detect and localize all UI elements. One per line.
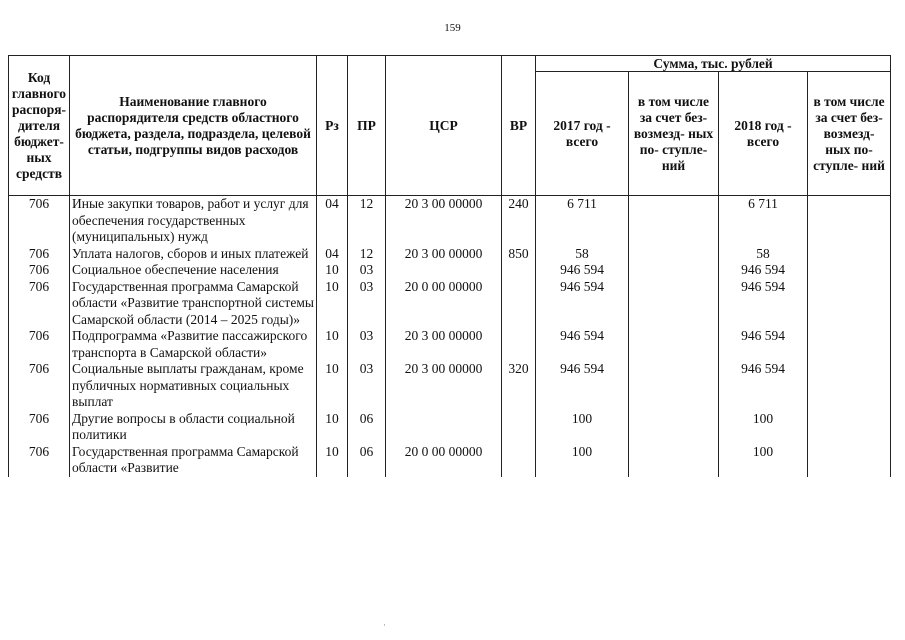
table-body bbox=[9, 196, 891, 477]
cell-rz: 04 bbox=[317, 246, 348, 263]
cell-2018-grants bbox=[808, 444, 891, 477]
cell-code: 706 bbox=[9, 444, 70, 477]
table-row bbox=[9, 411, 891, 444]
cell-vr bbox=[502, 279, 536, 329]
cell-pr: 03 bbox=[348, 328, 386, 361]
cell-csr: 20 3 00 00000 bbox=[386, 246, 502, 263]
cell-pr: 12 bbox=[348, 246, 386, 263]
cell-2017-grants bbox=[629, 328, 719, 361]
header-rz: Рз bbox=[317, 56, 348, 196]
table-header bbox=[9, 56, 891, 196]
table-row bbox=[9, 262, 891, 279]
table-row bbox=[9, 328, 891, 361]
cell-2018-grants bbox=[808, 361, 891, 411]
cell-pr: 06 bbox=[348, 411, 386, 444]
cell-name: Социальное обеспечение населения bbox=[70, 262, 317, 279]
cell-code: 706 bbox=[9, 328, 70, 361]
header-2017-grants: в том числе за счет без- возмезд- ных по- ступле- ний bbox=[629, 72, 719, 196]
cell-2018-total: 946 594 bbox=[719, 279, 808, 329]
cell-csr: 20 3 00 00000 bbox=[386, 328, 502, 361]
cell-pr: 03 bbox=[348, 279, 386, 329]
cell-name: Другие вопросы в области социальной политики bbox=[70, 411, 317, 444]
header-code: Код главного распоря- дителя бюджет- ных средств bbox=[9, 56, 70, 196]
cell-vr bbox=[502, 262, 536, 279]
cell-2018-grants bbox=[808, 262, 891, 279]
cell-vr bbox=[502, 411, 536, 444]
cell-2018-total: 946 594 bbox=[719, 361, 808, 411]
cell-2017-total: 946 594 bbox=[536, 279, 629, 329]
cell-2018-grants bbox=[808, 411, 891, 444]
header-2017-total: 2017 год - всего bbox=[536, 72, 629, 196]
header-2018-grants: в том числе за счет без- возмезд- ных по- ступле- ний bbox=[808, 72, 891, 196]
cell-2017-grants bbox=[629, 246, 719, 263]
header-2018-total: 2018 год - всего bbox=[719, 72, 808, 196]
cell-csr: 20 0 00 00000 bbox=[386, 444, 502, 477]
table-row bbox=[9, 361, 891, 411]
cell-code: 706 bbox=[9, 196, 70, 246]
header-name: Наименование главного распорядителя средств областного бюджета, раздела, подраздела, целевой статьи, подгруппы видов расходов bbox=[70, 56, 317, 196]
cell-rz: 04 bbox=[317, 196, 348, 246]
cell-2018-total: 100 bbox=[719, 411, 808, 444]
cell-2017-grants bbox=[629, 444, 719, 477]
table-row bbox=[9, 279, 891, 329]
cell-code: 706 bbox=[9, 411, 70, 444]
cell-2017-total: 100 bbox=[536, 444, 629, 477]
cell-2017-grants bbox=[629, 196, 719, 246]
cell-csr: 20 3 00 00000 bbox=[386, 196, 502, 246]
budget-table bbox=[8, 55, 891, 477]
header-pr: ПР bbox=[348, 56, 386, 196]
cell-name: Государственная программа Самарской области «Развитие bbox=[70, 444, 317, 477]
scan-mark: · bbox=[383, 620, 386, 630]
header-csr: ЦСР bbox=[386, 56, 502, 196]
cell-2017-grants bbox=[629, 279, 719, 329]
cell-pr: 03 bbox=[348, 262, 386, 279]
cell-csr bbox=[386, 262, 502, 279]
cell-code: 706 bbox=[9, 246, 70, 263]
table-row bbox=[9, 444, 891, 477]
cell-2017-grants bbox=[629, 262, 719, 279]
cell-2018-grants bbox=[808, 246, 891, 263]
cell-2017-total: 946 594 bbox=[536, 262, 629, 279]
cell-2017-total: 58 bbox=[536, 246, 629, 263]
cell-vr: 850 bbox=[502, 246, 536, 263]
cell-2018-total: 946 594 bbox=[719, 262, 808, 279]
table-row bbox=[9, 246, 891, 263]
cell-code: 706 bbox=[9, 361, 70, 411]
cell-pr: 03 bbox=[348, 361, 386, 411]
cell-2017-total: 100 bbox=[536, 411, 629, 444]
header-sum: Сумма, тыс. рублей bbox=[536, 56, 891, 72]
cell-2017-grants bbox=[629, 361, 719, 411]
cell-2018-total: 6 711 bbox=[719, 196, 808, 246]
cell-2017-total: 6 711 bbox=[536, 196, 629, 246]
cell-vr bbox=[502, 328, 536, 361]
cell-2018-total: 100 bbox=[719, 444, 808, 477]
cell-rz: 10 bbox=[317, 279, 348, 329]
cell-rz: 10 bbox=[317, 361, 348, 411]
cell-code: 706 bbox=[9, 279, 70, 329]
cell-name: Подпрограмма «Развитие пассажирского транспорта в Самарской области» bbox=[70, 328, 317, 361]
cell-name: Иные закупки товаров, работ и услуг для обеспечения государственных (муниципальных) нужд bbox=[70, 196, 317, 246]
header-vr: ВР bbox=[502, 56, 536, 196]
page-number: 159 bbox=[444, 22, 461, 34]
cell-name: Государственная программа Самарской области «Развитие транспортной системы Самарской области (2014 – 2025 годы)» bbox=[70, 279, 317, 329]
cell-rz: 10 bbox=[317, 411, 348, 444]
cell-code: 706 bbox=[9, 262, 70, 279]
cell-2017-grants bbox=[629, 411, 719, 444]
table-row bbox=[9, 196, 891, 246]
cell-vr: 320 bbox=[502, 361, 536, 411]
cell-2018-grants bbox=[808, 196, 891, 246]
cell-pr: 06 bbox=[348, 444, 386, 477]
cell-name: Уплата налогов, сборов и иных платежей bbox=[70, 246, 317, 263]
cell-2018-total: 946 594 bbox=[719, 328, 808, 361]
cell-rz: 10 bbox=[317, 328, 348, 361]
cell-csr bbox=[386, 411, 502, 444]
cell-rz: 10 bbox=[317, 444, 348, 477]
cell-rz: 10 bbox=[317, 262, 348, 279]
cell-2018-grants bbox=[808, 279, 891, 329]
cell-2017-total: 946 594 bbox=[536, 328, 629, 361]
cell-pr: 12 bbox=[348, 196, 386, 246]
cell-csr: 20 0 00 00000 bbox=[386, 279, 502, 329]
cell-csr: 20 3 00 00000 bbox=[386, 361, 502, 411]
cell-vr bbox=[502, 444, 536, 477]
cell-name: Социальные выплаты гражданам, кроме публичных нормативных социальных выплат bbox=[70, 361, 317, 411]
cell-2018-grants bbox=[808, 328, 891, 361]
cell-2017-total: 946 594 bbox=[536, 361, 629, 411]
cell-vr: 240 bbox=[502, 196, 536, 246]
cell-2018-total: 58 bbox=[719, 246, 808, 263]
